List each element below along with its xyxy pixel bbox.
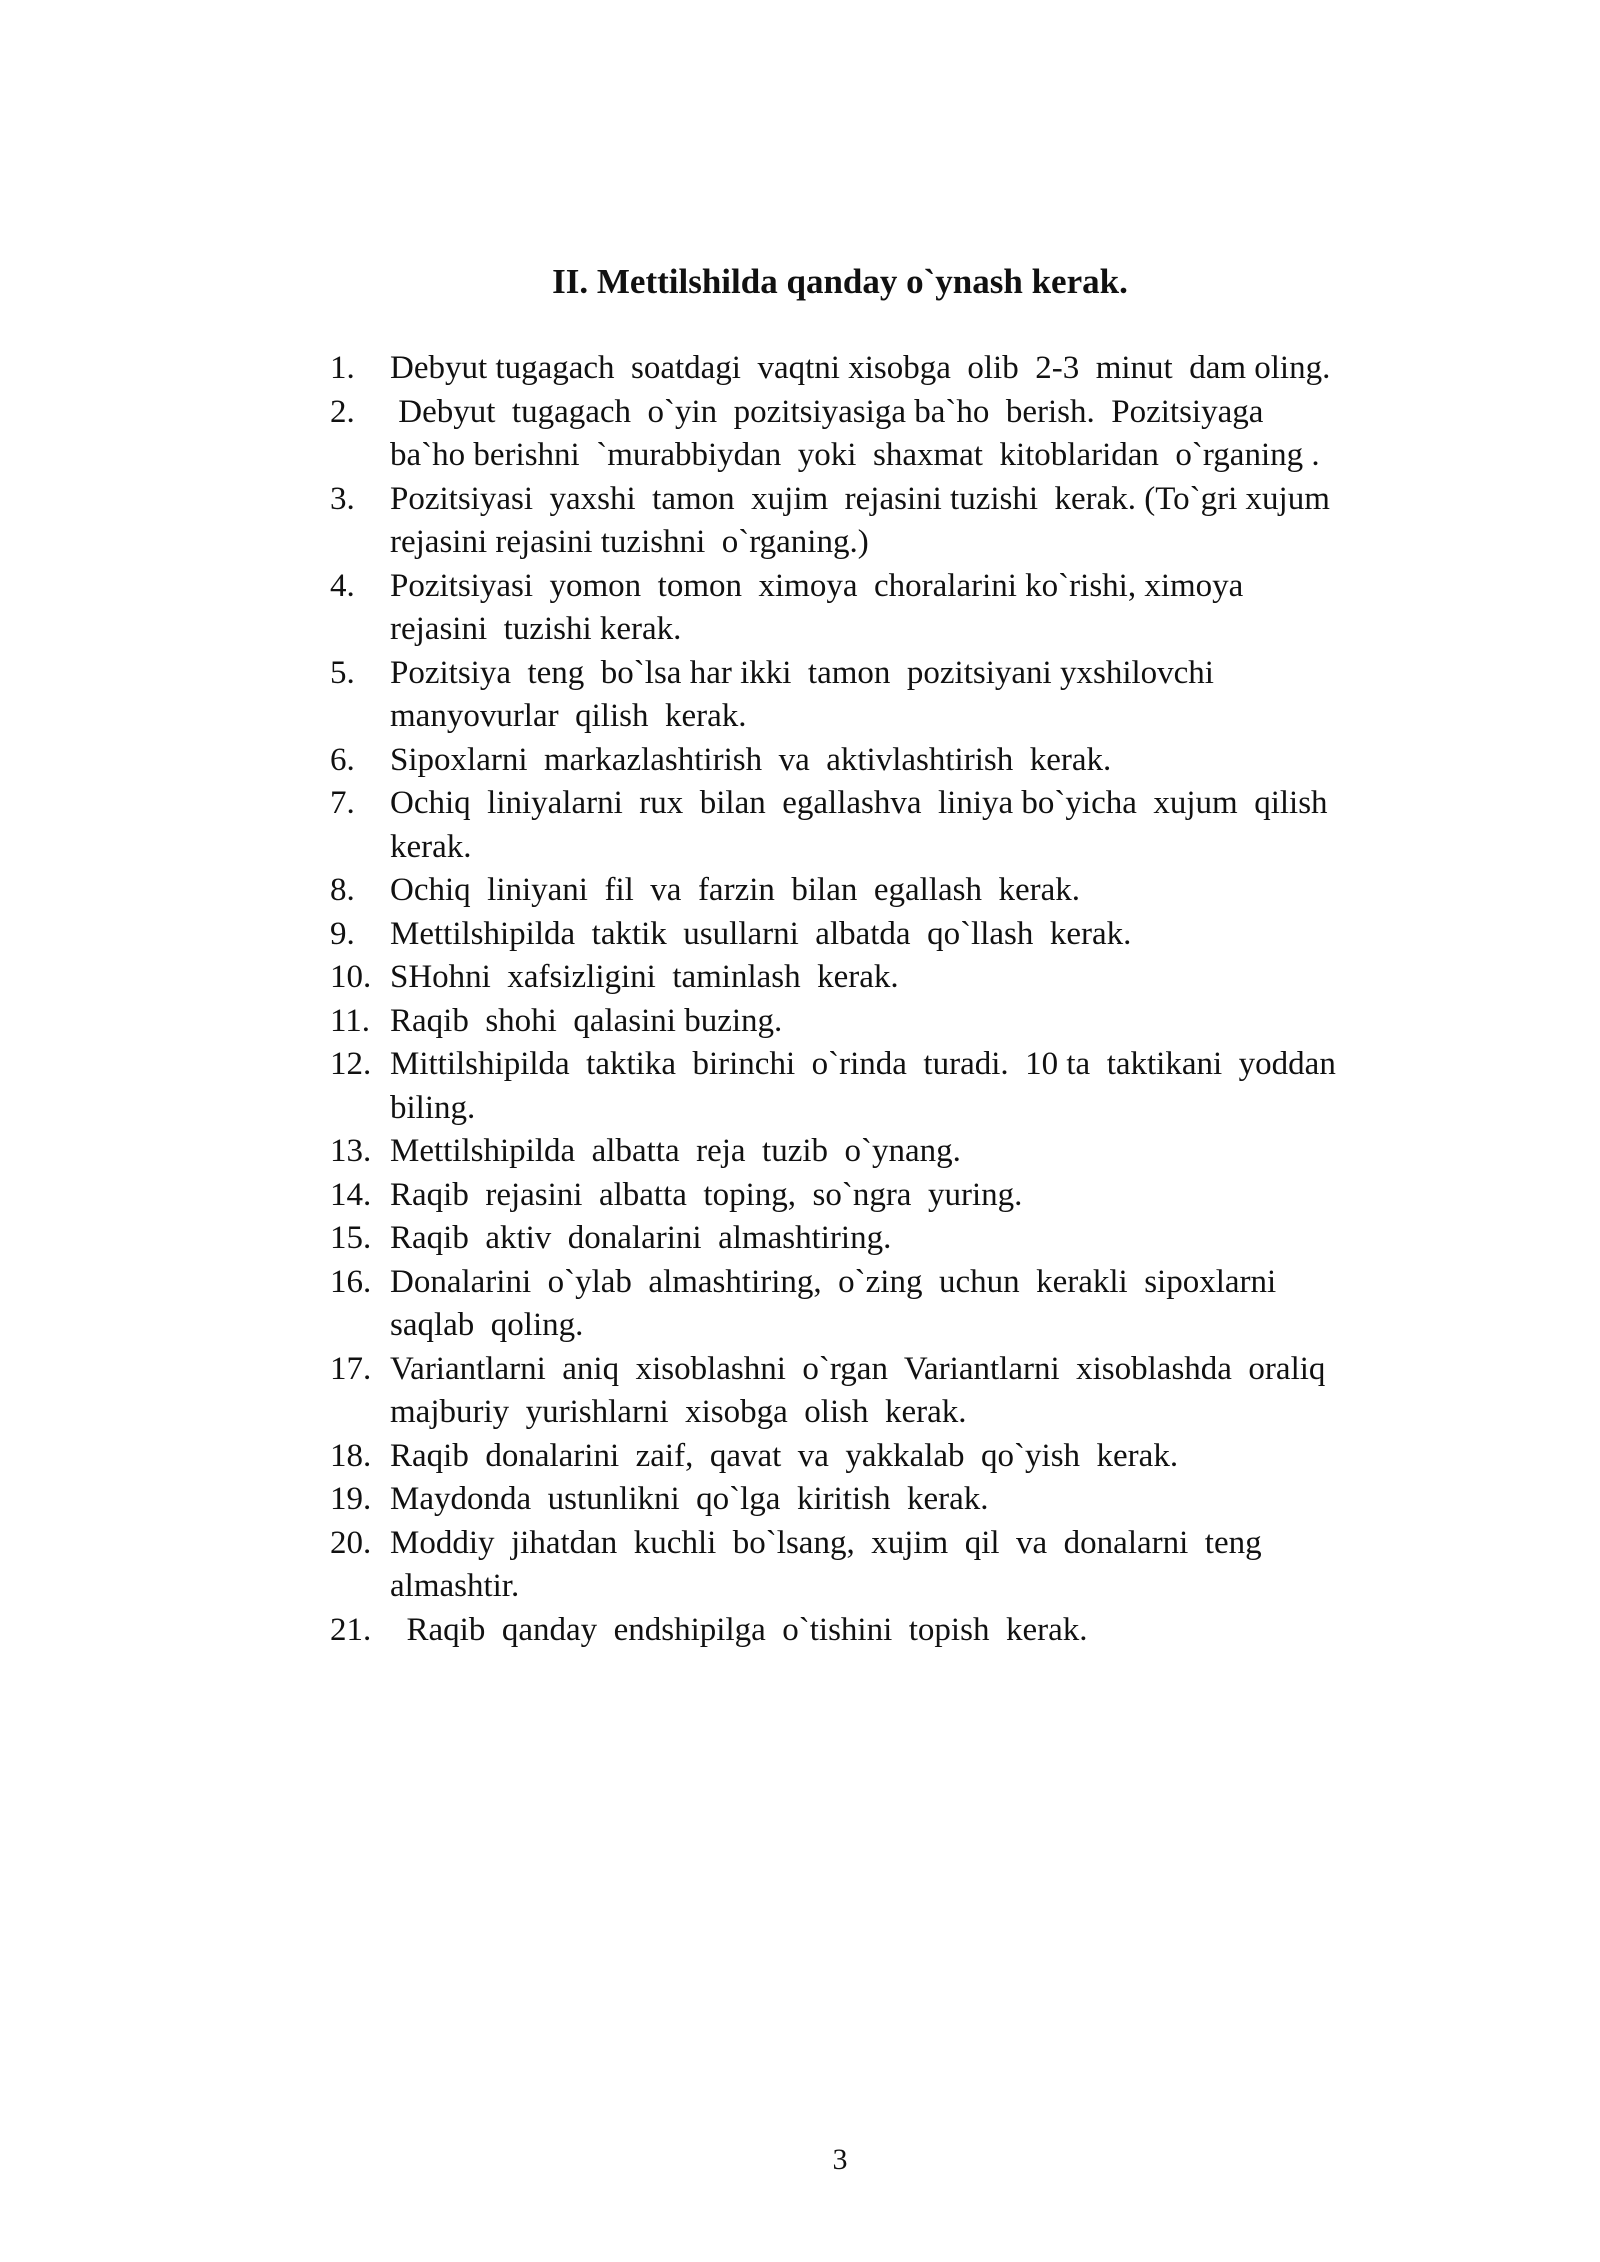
list-item-line: Maydonda ustunlikni qo`lga kiritish kerak.	[390, 1481, 989, 1517]
list-item-number: 20.	[330, 1524, 372, 1561]
list-item-number: 9.	[330, 915, 355, 952]
list-item-text	[390, 956, 1480, 1000]
list-item-text	[390, 869, 1480, 913]
list-item	[330, 1609, 1480, 1653]
list-item-text	[390, 1522, 1480, 1609]
list-item-line: SHohni xafsizligini taminlash kerak.	[390, 959, 899, 995]
list-item-number: 2.	[330, 393, 355, 430]
list-item	[330, 1174, 1480, 1218]
list-item-number: 21.	[330, 1611, 372, 1648]
list-item-number: 15.	[330, 1220, 372, 1256]
list-item	[330, 956, 1480, 1000]
list-item-line: Debyut tugagach o`yin pozitsiyasiga ba`ho berish. Pozitsiyaga	[390, 393, 1264, 430]
list-item-line: Ochiq liniyalarni rux bilan egallashva liniya bo`yicha xujum qilish	[390, 785, 1328, 821]
list-item-number: 11.	[330, 1002, 371, 1039]
list-item-line: rejasini tuzishi kerak.	[390, 611, 682, 647]
list-item-line: majburiy yurishlarni xisobga olish kerak.	[390, 1394, 967, 1430]
list-item-line: Raqib shohi qalasini buzing.	[390, 1002, 783, 1039]
list-item	[330, 782, 1480, 869]
list-item-line: almashtir.	[390, 1568, 520, 1604]
list-item	[330, 1043, 1480, 1130]
list-item	[330, 1522, 1480, 1609]
list-item-text	[390, 1217, 1480, 1261]
list-item-text	[390, 739, 1480, 783]
list-item	[330, 478, 1480, 565]
list-item-number: 12.	[330, 1046, 372, 1082]
list-item-line: biling.	[390, 1089, 476, 1126]
list-item-number: 6.	[330, 741, 355, 778]
list-item	[330, 347, 1480, 391]
rules-list	[330, 347, 1480, 1652]
list-item	[330, 1261, 1480, 1348]
list-item	[330, 869, 1480, 913]
list-item	[330, 1000, 1480, 1044]
list-item-line: Debyut tugagach soatdagi vaqtni xisobga olib 2-3 minut dam oling.	[390, 350, 1331, 386]
list-item-number: 10.	[330, 959, 372, 995]
list-item-text	[390, 913, 1480, 957]
page-number: 3	[832, 2143, 848, 2176]
list-item-text	[390, 1348, 1480, 1435]
list-item-line: Ochiq liniyani fil va farzin bilan egallash kerak.	[390, 872, 1081, 908]
list-item-text	[390, 1478, 1480, 1522]
list-item-text	[390, 478, 1480, 565]
list-item-text	[390, 391, 1480, 478]
list-item	[330, 1435, 1480, 1479]
list-item-line: Raqib aktiv donalarini almashtiring.	[390, 1220, 892, 1256]
list-item-line: Pozitsiyasi yomon tomon ximoya choralarini ko`rishi, ximoya	[390, 567, 1244, 604]
list-item-number: 3.	[330, 480, 355, 517]
list-item	[330, 913, 1480, 957]
list-item-number: 5.	[330, 654, 355, 691]
list-item-number: 18.	[330, 1437, 372, 1474]
list-item-line: Mittilshipilda taktika birinchi o`rinda turadi. 10 ta taktikani yoddan	[390, 1046, 1336, 1082]
list-item	[330, 565, 1480, 652]
list-item-text	[390, 1609, 1480, 1653]
list-item-text	[390, 652, 1480, 739]
list-item-text	[390, 1435, 1480, 1479]
list-item-number: 14.	[330, 1176, 372, 1213]
list-item-line: Raqib rejasini albatta toping, so`ngra yuring.	[390, 1176, 1023, 1213]
list-item-line: Raqib qanday endshipilga o`tishini topish kerak.	[390, 1611, 1088, 1648]
list-item-text	[390, 1000, 1480, 1044]
list-item-line: Pozitsiya teng bo`lsa har ikki tamon pozitsiyani yxshilovchi	[390, 654, 1214, 691]
list-item-line: saqlab qoling.	[390, 1307, 584, 1343]
list-item-line: Donalarini o`ylab almashtiring, o`zing uchun kerakli sipoxlarni	[390, 1263, 1277, 1300]
list-item-line: Mettilshipilda taktik usullarni albatda qo`llash kerak.	[390, 915, 1132, 952]
list-item-number: 8.	[330, 872, 355, 908]
list-item-number: 4.	[330, 567, 355, 604]
list-item-line: Mettilshipilda albatta reja tuzib o`ynang.	[390, 1133, 961, 1169]
list-item-number: 19.	[330, 1481, 372, 1517]
list-item-text	[390, 565, 1480, 652]
list-item	[330, 652, 1480, 739]
list-item-text	[390, 1130, 1480, 1174]
list-item-line: manyovurlar qilish kerak.	[390, 698, 747, 734]
list-item	[330, 1348, 1480, 1435]
list-item-text	[390, 1261, 1480, 1348]
list-item-text	[390, 347, 1480, 391]
list-item	[330, 1478, 1480, 1522]
list-item-line: Sipoxlarni markazlashtirish va aktivlashtirish kerak.	[390, 741, 1112, 778]
list-item	[330, 1217, 1480, 1261]
list-item	[330, 391, 1480, 478]
list-item-line: Raqib donalarini zaif, qavat va yakkalab qo`yish kerak.	[390, 1437, 1179, 1474]
list-item-number: 7.	[330, 785, 355, 821]
list-item	[330, 739, 1480, 783]
list-item-number: 1.	[330, 350, 355, 386]
list-item-line: Moddiy jihatdan kuchli bo`lsang, xujim qil va donalarni teng	[390, 1524, 1262, 1561]
list-item-line: Variantlarni aniq xisoblashni o`rgan Variantlarni xisoblashda oraliq	[390, 1350, 1326, 1387]
list-item-text	[390, 1174, 1480, 1218]
list-item	[330, 1130, 1480, 1174]
list-item-number: 13.	[330, 1133, 372, 1169]
list-item-line: Pozitsiyasi yaxshi tamon xujim rejasini tuzishi kerak. (To`gri xujum	[390, 480, 1330, 517]
list-item-number: 17.	[330, 1350, 372, 1387]
list-item-line: rejasini rejasini tuzishni o`rganing.)	[390, 524, 869, 560]
list-item-line: ba`ho berishni `murabbiydan yoki shaxmat kitoblaridan o`rganing .	[390, 437, 1320, 473]
list-item-number: 16.	[330, 1263, 372, 1300]
list-item-line: kerak.	[390, 828, 472, 865]
page-title: II. Mettilshilda qanday o`ynash kerak.	[552, 262, 1128, 301]
list-item-text	[390, 782, 1480, 869]
list-item-text	[390, 1043, 1480, 1130]
